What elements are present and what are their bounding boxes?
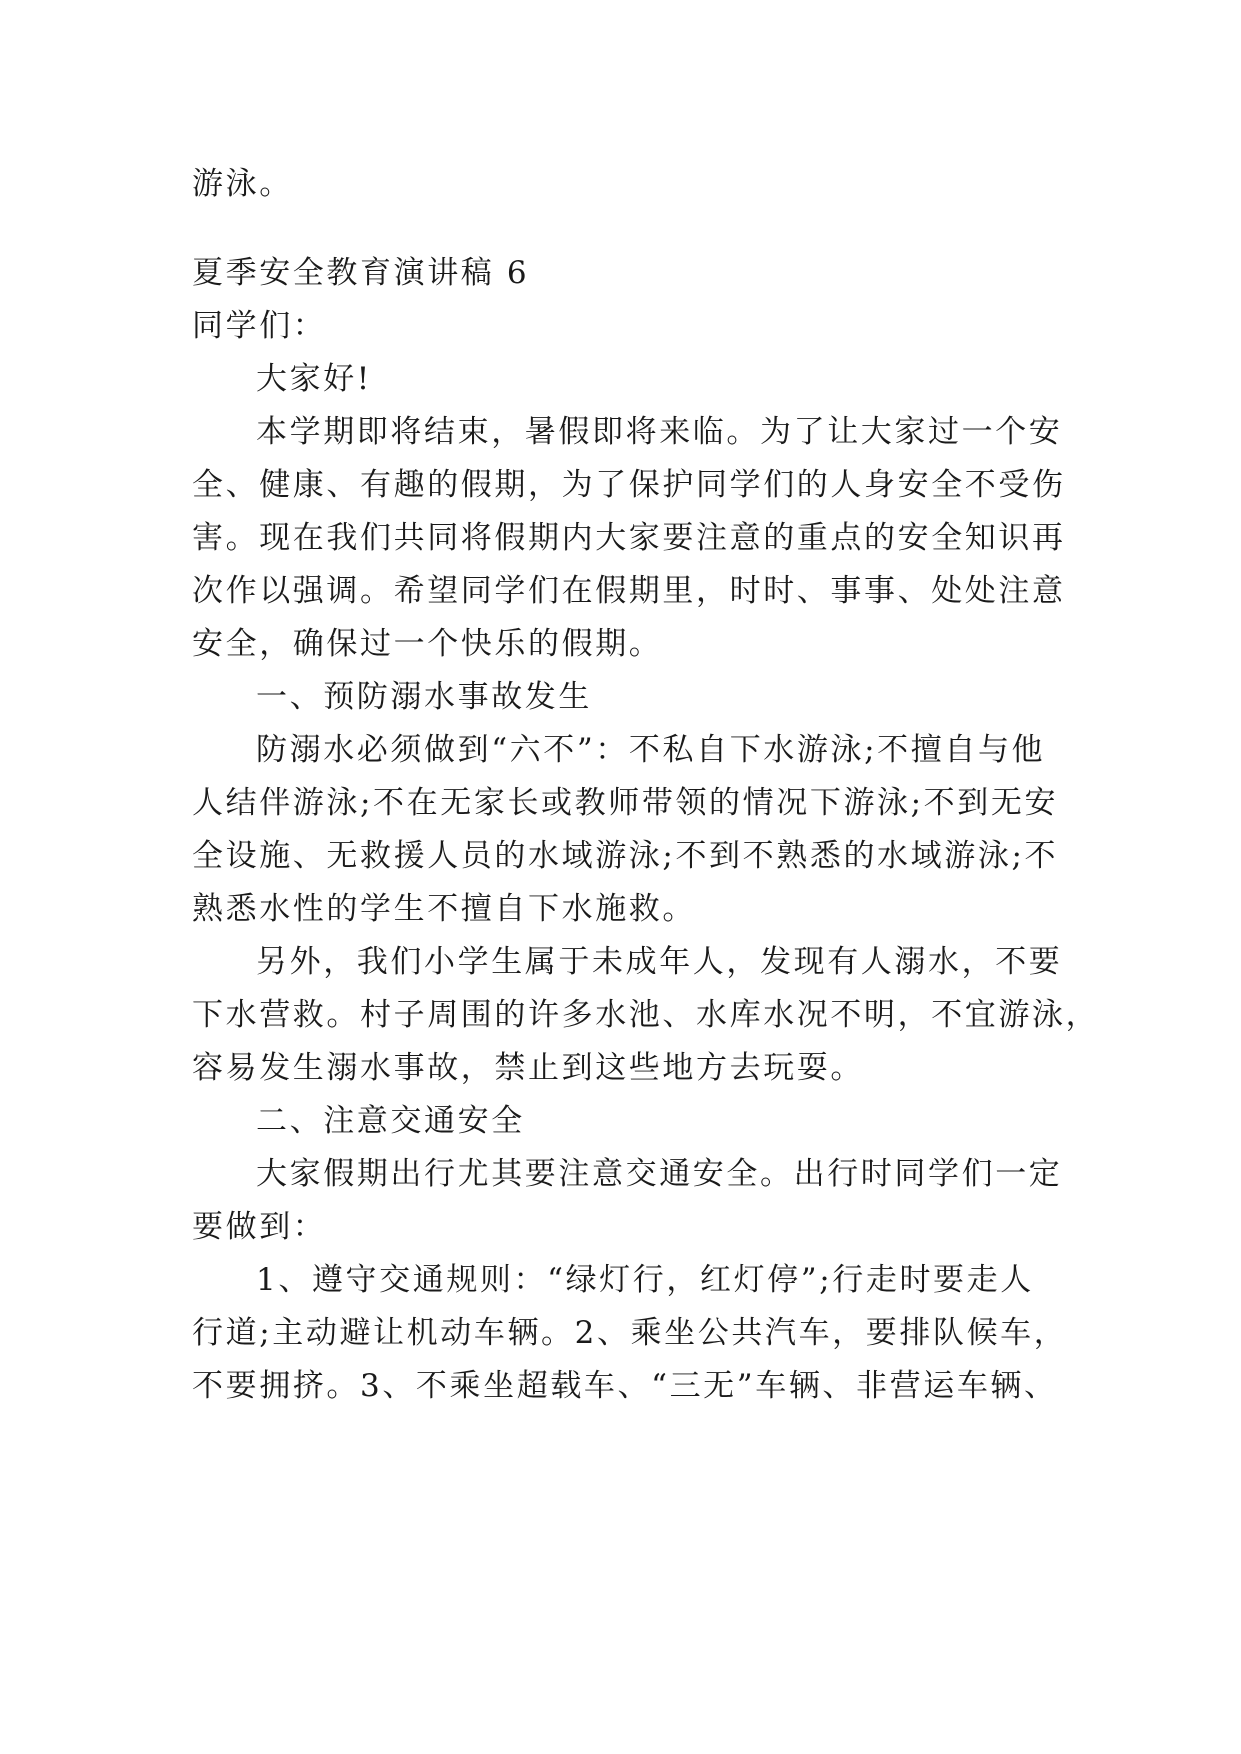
greeting: 大家好! [256, 361, 372, 397]
text-line: 人结伴游泳;不在无家长或教师带领的情况下游泳;不到无安 [192, 785, 1059, 821]
text-line: 要做到： [192, 1209, 327, 1245]
text-line: 熟悉水性的学生不擅自下水施救。 [192, 891, 696, 927]
text-line: 防溺水必须做到“六不”：不私自下水游泳;不擅自与他 [256, 732, 1046, 768]
text-line: 害。现在我们共同将假期内大家要注意的重点的安全知识再 [192, 520, 1066, 556]
subsection-heading: 二、注意交通安全 [256, 1103, 525, 1139]
text-line: 不要拥挤。3、不乘坐超载车、“三无”车辆、非营运车辆、 [192, 1368, 1058, 1404]
text-line: 次作以强调。希望同学们在假期里，时时、事事、处处注意 [192, 573, 1066, 609]
text-line: 另外，我们小学生属于未成年人，发现有人溺水，不要 [256, 944, 1063, 980]
text-line: 全、健康、有趣的假期，为了保护同学们的人身安全不受伤 [192, 467, 1066, 503]
text-line: 大家假期出行尤其要注意交通安全。出行时同学们一定 [256, 1156, 1063, 1192]
section-title: 夏季安全教育演讲稿 6 [192, 255, 530, 291]
text-line: 1、遵守交通规则：“绿灯行，红灯停”;行走时要走人 [256, 1262, 1034, 1298]
salutation: 同学们： [192, 308, 327, 344]
text-line: 本学期即将结束，暑假即将来临。为了让大家过一个安 [256, 414, 1063, 450]
text-line: 容易发生溺水事故，禁止到这些地方去玩耍。 [192, 1050, 864, 1086]
subsection-heading: 一、预防溺水事故发生 [256, 679, 592, 715]
text-line: 下水营救。村子周围的许多水池、水库水况不明，不宜游泳， [192, 997, 1100, 1033]
text-line: 游泳。 [192, 166, 293, 202]
text-line: 安全，确保过一个快乐的假期。 [192, 626, 663, 662]
text-line: 行道;主动避让机动车辆。2、乘坐公共汽车，要排队候车， [192, 1315, 1068, 1351]
text-line: 全设施、无救援人员的水域游泳;不到不熟悉的水域游泳;不 [192, 838, 1059, 874]
